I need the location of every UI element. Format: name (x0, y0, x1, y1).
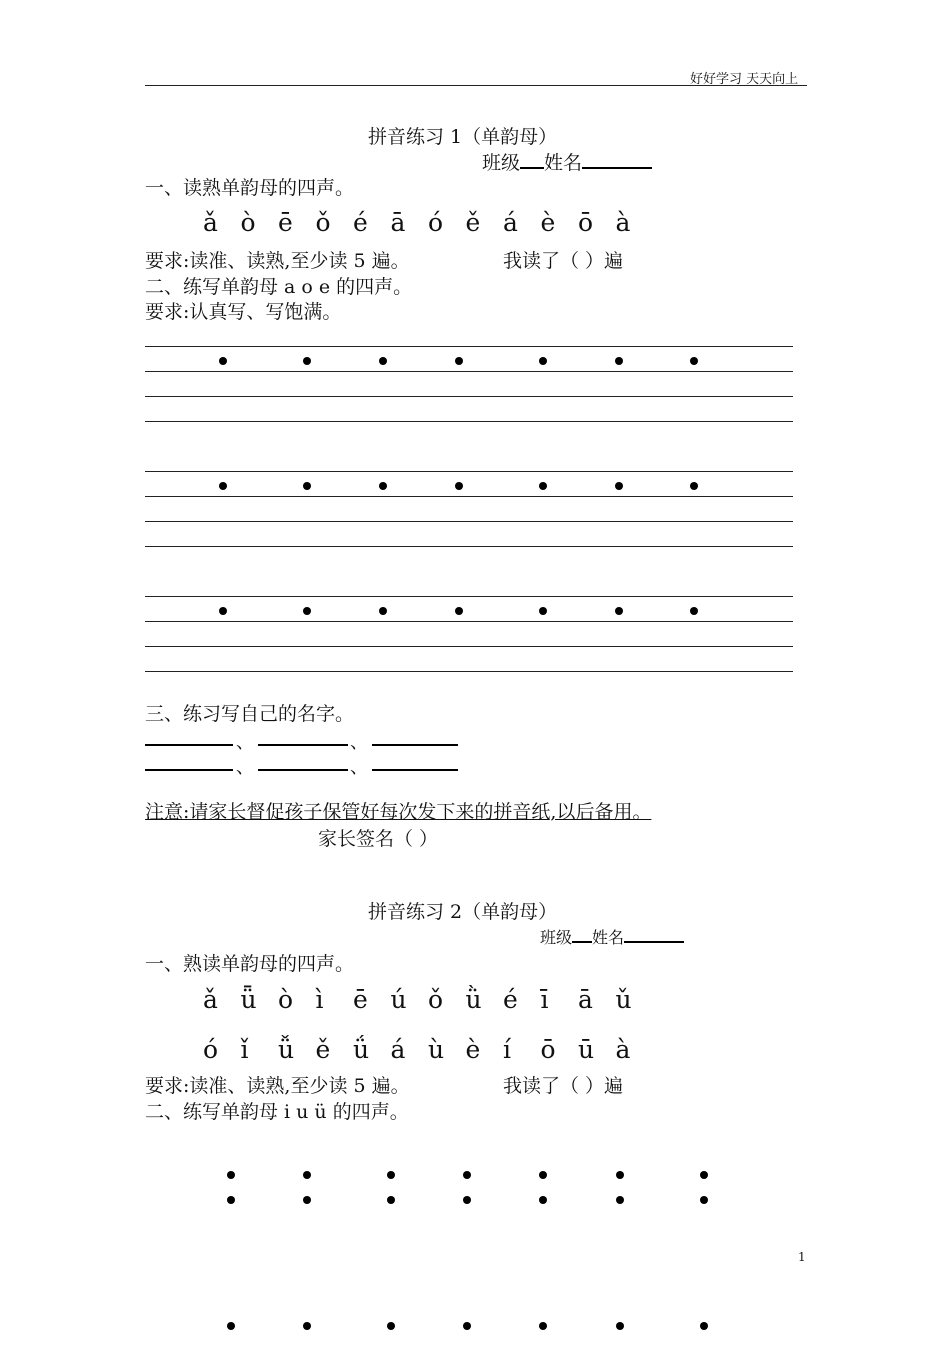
ex1-section2-heading: 二、练写单韵母 a o e 的四声。 (145, 276, 413, 298)
guide-dot (690, 357, 698, 365)
guide-dot (539, 482, 547, 490)
guide-dot (219, 482, 227, 490)
name-separator: 、 (236, 732, 254, 753)
ex2-section1-heading: 一、熟读单韵母的四声。 (145, 953, 355, 975)
ex1-write-requirement: 要求:认真写、写饱满。 (145, 301, 342, 323)
ex1-name-blank[interactable] (582, 167, 652, 169)
guide-dot (303, 607, 311, 615)
pinyin-letter: ó (428, 208, 444, 237)
guide-dot (463, 1171, 471, 1179)
guide-dot (463, 1196, 471, 1204)
name-practice-line[interactable] (145, 769, 233, 771)
ex1-class-blank[interactable] (520, 167, 544, 169)
pinyin-letter: è (540, 208, 556, 237)
writing-rule-line (145, 671, 793, 672)
guide-dot (616, 1322, 624, 1330)
guide-dot (700, 1196, 708, 1204)
ex2-read-count: 我读了（ ）遍 (503, 1075, 624, 1097)
pinyin-letter: ǎ (203, 208, 218, 237)
pinyin-letter: ē (353, 985, 368, 1014)
ex2-name-blank[interactable] (624, 941, 684, 943)
pinyin-letter: ǎ (203, 985, 218, 1014)
ex2-pinyin-row-2 (203, 1035, 653, 1064)
ex2-read-requirement: 要求:读准、读熟,至少读 5 遍。 (145, 1075, 410, 1097)
guide-dot (303, 1322, 311, 1330)
pinyin-letter: ā (390, 208, 406, 237)
guide-dot (539, 1196, 547, 1204)
pinyin-letter: ō (540, 1035, 556, 1064)
guide-dot (387, 1322, 395, 1330)
guide-dot (219, 357, 227, 365)
pinyin-letter: è (465, 1035, 481, 1064)
writing-rule-line (145, 621, 793, 622)
pinyin-letter: à (615, 1035, 631, 1064)
ex1-parent-note: 注意:请家长督促孩子保管好每次发下来的拼音纸,以后备用。 (145, 801, 652, 823)
writing-rule-line (145, 371, 793, 372)
guide-dot (615, 607, 623, 615)
ex2-name-label: 姓名 (592, 928, 625, 947)
guide-dot (303, 1196, 311, 1204)
page-number: 1 (798, 1250, 806, 1264)
pinyin-letter: ǔ (615, 985, 632, 1014)
ex2-class-name-line (540, 925, 684, 948)
ex1-class-name-line (482, 148, 652, 175)
guide-dot (615, 357, 623, 365)
guide-dot (539, 607, 547, 615)
ex1-section3-heading: 三、练习写自己的名字。 (145, 703, 355, 725)
guide-dot (615, 482, 623, 490)
guide-dot (303, 1171, 311, 1179)
pinyin-letter: ǘ (353, 1035, 370, 1064)
writing-rule-line (145, 471, 793, 472)
guide-dot (539, 1171, 547, 1179)
guide-dot (616, 1196, 624, 1204)
guide-dot (387, 1196, 395, 1204)
pinyin-letter: í (503, 1035, 511, 1064)
writing-rule-line (145, 396, 793, 397)
guide-dot (539, 1322, 547, 1330)
name-practice-line[interactable] (145, 744, 233, 746)
guide-dot (539, 357, 547, 365)
pinyin-letter: ě (465, 208, 481, 237)
ex1-section1-heading: 一、读熟单韵母的四声。 (145, 177, 355, 199)
pinyin-letter: ū (578, 1035, 595, 1064)
guide-dot (227, 1196, 235, 1204)
guide-dot (463, 1322, 471, 1330)
pinyin-letter: ǒ (315, 208, 331, 237)
header-motto: 好好学习 天天向上 (690, 72, 799, 87)
guide-dot (303, 482, 311, 490)
guide-dot (455, 482, 463, 490)
guide-dot (690, 607, 698, 615)
guide-dot (690, 482, 698, 490)
pinyin-letter: ō (578, 208, 594, 237)
ex2-section2-heading: 二、练写单韵母 i u ü 的四声。 (145, 1101, 409, 1123)
guide-dot (455, 607, 463, 615)
guide-dot (219, 607, 227, 615)
guide-dot (379, 482, 387, 490)
ex1-class-label: 班级 (482, 152, 521, 174)
writing-rule-line (145, 346, 793, 347)
guide-dot (227, 1171, 235, 1179)
ex2-title: 拼音练习 2（单韵母） (368, 901, 558, 923)
name-separator: 、 (236, 757, 254, 778)
guide-dot (616, 1171, 624, 1179)
ex1-parent-signature: 家长签名（ ） (318, 828, 439, 850)
pinyin-letter: ǒ (428, 985, 444, 1014)
writing-rule-line (145, 646, 793, 647)
pinyin-letter: à (615, 208, 631, 237)
pinyin-letter: ī (540, 985, 549, 1014)
pinyin-letter: ò (278, 985, 294, 1014)
writing-rule-line (145, 521, 793, 522)
ex2-pinyin-row-1 (203, 985, 653, 1014)
ex1-read-requirement: 要求:读准、读熟,至少读 5 遍。 (145, 250, 410, 272)
name-separator: 、 (350, 732, 368, 753)
name-practice-line[interactable] (372, 769, 458, 771)
pinyin-letter: ó (203, 1035, 219, 1064)
pinyin-letter: é (353, 208, 368, 237)
pinyin-letter: ā (578, 985, 593, 1014)
header-rule (145, 85, 807, 86)
pinyin-letter: ē (278, 208, 293, 237)
pinyin-letter: ú (390, 985, 407, 1014)
pinyin-letter: ù (428, 1035, 445, 1064)
ex2-class-label: 班级 (540, 928, 573, 947)
guide-dot (303, 357, 311, 365)
pinyin-letter: ě (315, 1035, 331, 1064)
name-practice-line[interactable] (372, 744, 458, 746)
pinyin-letter: ǐ (240, 1035, 249, 1064)
ex1-pinyin-row (203, 208, 653, 237)
pinyin-letter: ǚ (278, 1035, 295, 1064)
pinyin-letter: á (390, 1035, 406, 1064)
guide-dot (379, 607, 387, 615)
ex2-class-blank[interactable] (572, 941, 592, 943)
pinyin-letter: á (503, 208, 518, 237)
writing-rule-line (145, 496, 793, 497)
guide-dot (700, 1171, 708, 1179)
guide-dot (227, 1322, 235, 1330)
ex1-read-count: 我读了（ ）遍 (503, 250, 624, 272)
pinyin-letter: é (503, 985, 518, 1014)
pinyin-letter: ì (315, 985, 324, 1014)
pinyin-letter: ò (240, 208, 256, 237)
guide-dot (455, 357, 463, 365)
pinyin-letter: ǜ (465, 985, 482, 1014)
ex1-name-label: 姓名 (544, 152, 583, 174)
pinyin-letter: ǖ (240, 985, 257, 1014)
name-practice-line[interactable] (258, 744, 348, 746)
writing-rule-line (145, 421, 793, 422)
writing-rule-line (145, 546, 793, 547)
guide-dot (700, 1322, 708, 1330)
writing-rule-line (145, 596, 793, 597)
ex1-title: 拼音练习 1（单韵母） (368, 126, 558, 148)
guide-dot (387, 1171, 395, 1179)
guide-dot (379, 357, 387, 365)
name-practice-line[interactable] (258, 769, 348, 771)
name-separator: 、 (350, 757, 368, 778)
